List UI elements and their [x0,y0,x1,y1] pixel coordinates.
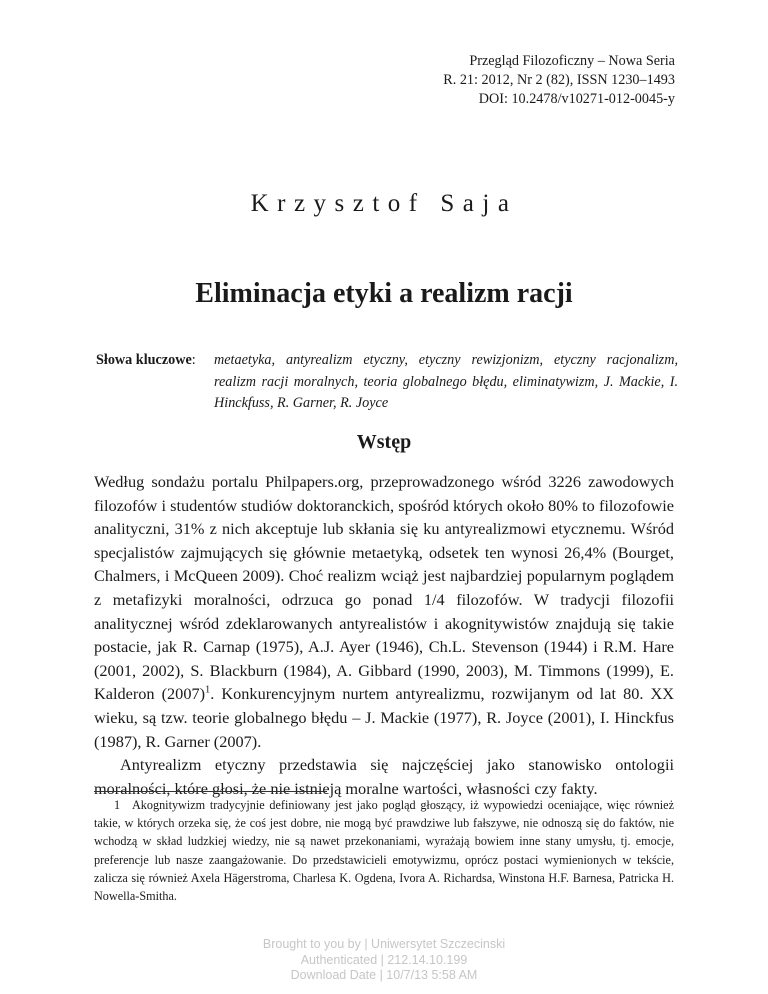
paragraph: Według sondażu portalu Philpapers.org, przeprowadzonego wśród 3226 zawodowych filozofów i studentów studiów doktoranckich, spośród których około 80% to filozofowie analityczni, 31% z nich akceptuje lub skłania się ku antyrealizmowi etycznemu. Wśród specjalistów zajmujących się głównie metaetyką, odsetek ten wynosi 26,4% (Bourget, Chalmers, i McQueen 2009). Choć realizm wciąż jest najbardziej popularnym poglądem z metafizyki moralności, odrzuca go ponad 1/4 filozofów. W tradycji filozofii analitycznej wśród zdeklarowanych antyrealistów i akognitywistów znajdują się takie postacie, jak R. Carnap (1975), A.J. Ayer (1946), Ch.L. Stevenson (1944) i R.M. Hare (2001, 2002), S. Blackburn (1984), A. Gibbard (1990, 2003), M. Timmons (1999), E. Kalderon (2007)$^1$. Konkurencyjnym nurtem antyrealizmu, rozwijanym od lat 80. XX wieku, są tzw. teorie globalnego błędu – J. Mackie (1977), R. Joyce (2001), I. Hinckfus (1987), R. Garner (2007). [94,472,674,751]
author-name: Krzysztof Saja [250,190,518,217]
footnote-number: 1 [114,798,121,812]
journal-header [443,52,675,109]
body-text [94,470,674,800]
watermark-line: Download Date | 10/7/13 5:58 AM [290,968,478,982]
footnote [94,796,674,905]
footnote-reference[interactable]: 1 [205,684,211,696]
footnote-text: Akognitywizm tradycyjnie definiowany jest jako pogląd głoszący, iż wypowiedzi oceniające, więc również takie, w których orzeka się, że coś jest dobre, nie mogą być prawdziwe lub fałszywe, nie odnoszą się do faktów, nie wchodzą w skład ludzkiej wiedzy, nie są nawet przekonaniami, wyrażają bowiem inne stany umysłu, tj. emocje, preferencje lub nasze zaangażowanie. Do przedstawicieli emotywizmu, oprócz postaci wymienionych w tekście, zalicza się również Axela Hägerstroma, Charlesa K. Ogdena, Ivora A. Richardsa, Winstona H.F. Barnesa, Patricka H. Nowella-Smitha. [94,798,674,904]
paragraph: Antyrealizm etyczny przedstawia się najczęściej jako stanowisko ontologii moralności, które głosi, że nie istnieją moralne wartości, własności czy fakty. [94,755,674,798]
watermark-line: Brought to you by | Uniwersytet Szczecinski [262,937,506,951]
keywords-block [96,350,678,415]
article-title: Eliminacja etyki a realizm racji [195,278,573,309]
keywords-text: metaetyka, antyrealizm etyczny, etyczny rewizjonizm, etyczny racjonalizm, realizm racji moralnych, teoria globalnego błędu, eliminatywizm, J. Mackie, I. Hinckfuss, R. Garner, R. Joyce [214,352,678,411]
section-title: Wstęp [356,431,412,453]
journal-doi: DOI: 10.2478/v10271-012-0045-y [478,91,675,107]
journal-volume: R. 21: 2012, Nr 2 (82), ISSN 1230–1493 [443,72,675,88]
download-watermark [0,937,768,984]
keywords-label: Słowa kluczowe: [96,352,196,368]
journal-name: Przegląd Filozoficzny – Nowa Seria [469,53,675,69]
watermark-line: Authenticated | 212.14.10.199 [300,952,468,967]
footnote-divider [94,791,327,792]
